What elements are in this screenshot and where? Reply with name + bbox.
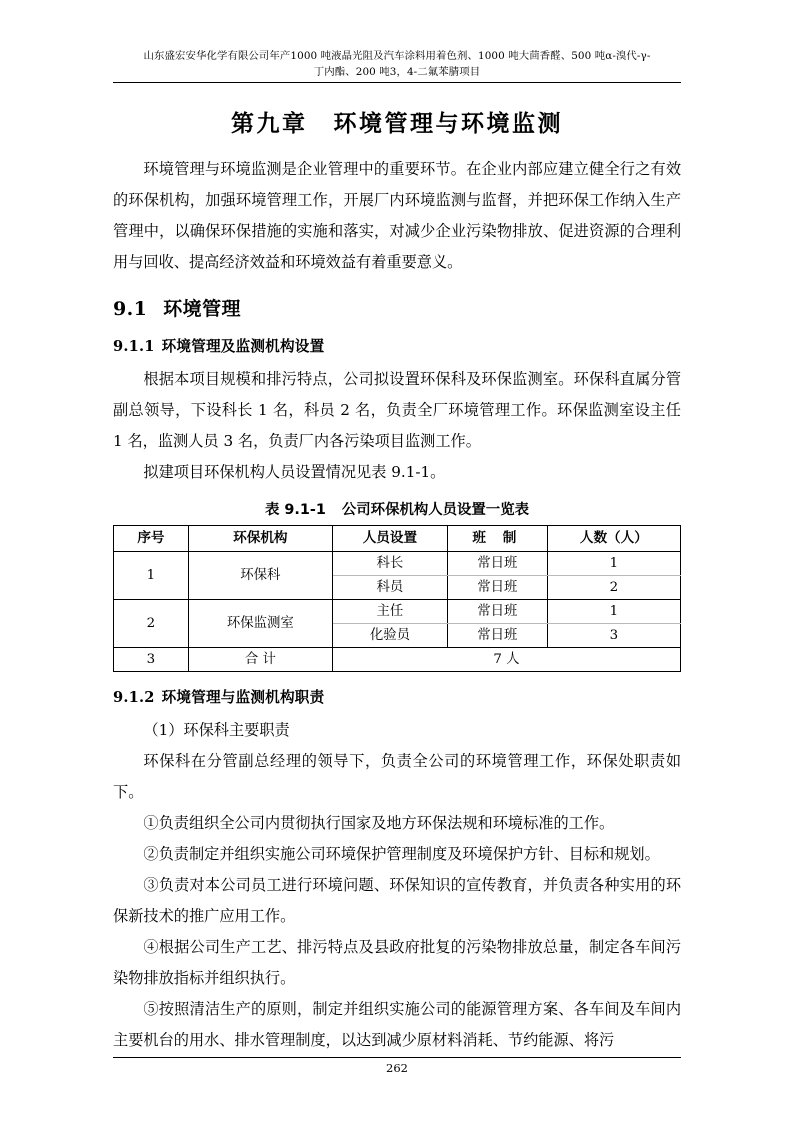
table-col-header-shift: 班 制 <box>447 526 547 552</box>
cell-count: 1 <box>547 552 680 576</box>
cell-staff: 科长 <box>332 552 447 576</box>
table-caption-title: 公司环保机构人员设置一览表 <box>341 502 529 519</box>
table-col-header-org: 环保机构 <box>188 526 332 552</box>
cell-org: 环保科 <box>188 552 332 600</box>
running-header-line-2: 丁内酯、200 吨3，4-二氟苯腈项目 <box>313 66 481 79</box>
running-header-line-1: 山东盛宏安华化学有限公司年产1000 吨液晶光阻及汽车涂料用着色剂、1000 吨大茴香醛、500 吨α-溴代-γ- <box>143 50 651 62</box>
header-divider <box>113 82 681 83</box>
duty-item-5: ⑤按照清洁生产的原则，制定并组织实施公司的能源管理方案、各车间及车间内主要机台的用水、排水管理制度，以达到减少原材料消耗、节约能源、将污 <box>113 1000 681 1050</box>
page-number: 262 <box>386 1061 408 1075</box>
cell-count: 1 <box>547 600 680 624</box>
cell-total-label: 合 计 <box>188 648 332 672</box>
table-total-row <box>114 648 681 672</box>
env-org-staffing-table <box>113 525 681 672</box>
section-number-9-1: 9.1 <box>113 298 148 321</box>
cell-no: 1 <box>114 552 189 600</box>
cell-total-value: 7 人 <box>332 648 680 672</box>
section-number-9-1-2: 9.1.2 <box>113 689 155 707</box>
section-title-9-1-2: 环境管理与监测机构职责 <box>161 689 325 707</box>
item-intro-1: 环保科在分管副总经理的领导下，负责全公司的环境管理工作，环保处职责如下。 <box>113 752 681 802</box>
table-row <box>114 600 681 624</box>
intro-paragraph: 环境管理与环境监测是企业管理中的重要环节。在企业内部应建立健全行之有效的环保机构，加强环境管理工作，开展厂内环境监测与监督，并把环保工作纳入生产管理中，以确保环保措施的实施和落实，对减少企业污染物排放、促进资源的合理利用与回收、提高经济效益和环境效益有着重要意义。 <box>113 160 681 272</box>
page-content <box>113 48 681 1056</box>
cell-org: 环保监测室 <box>188 600 332 648</box>
page-footer <box>113 1057 681 1075</box>
footer-divider <box>113 1057 681 1058</box>
section-heading-9-1 <box>113 294 681 321</box>
table-col-header-no: 序号 <box>114 526 189 552</box>
table-caption <box>113 498 681 519</box>
section-heading-9-1-1 <box>113 335 681 356</box>
paragraph-911-2: 拟建项目环保机构人员设置情况见表 9.1-1。 <box>143 463 446 482</box>
cell-count: 3 <box>547 624 680 648</box>
chapter-title-text: 环境管理与环境监测 <box>333 110 563 138</box>
cell-no: 2 <box>114 600 189 648</box>
cell-shift: 常日班 <box>447 624 547 648</box>
table-col-header-count: 人数（人） <box>547 526 680 552</box>
cell-staff: 主任 <box>332 600 447 624</box>
cell-shift: 常日班 <box>447 576 547 600</box>
cell-staff: 化验员 <box>332 624 447 648</box>
cell-staff: 科员 <box>332 576 447 600</box>
table-header-row <box>114 526 681 552</box>
table-row <box>114 552 681 576</box>
section-heading-9-1-2 <box>113 686 681 707</box>
section-title-9-1: 环境管理 <box>163 298 241 321</box>
duty-item-3: ③负责对本公司员工进行环境问题、环保知识的宣传教育，并负责各种实用的环保新技术的推广应用工作。 <box>113 876 681 926</box>
running-header <box>113 48 681 80</box>
cell-shift: 常日班 <box>447 600 547 624</box>
chapter-title <box>113 105 681 138</box>
chapter-number: 第九章 <box>231 110 308 138</box>
duty-item-4: ④根据公司生产工艺、排污特点及县政府批复的污染物排放总量，制定各车间污染物排放指标并组织执行。 <box>113 938 681 988</box>
cell-count: 2 <box>547 576 680 600</box>
duty-item-1: ①负责组织全公司内贯彻执行国家及地方环保法规和环境标准的工作。 <box>143 814 615 833</box>
cell-shift: 常日班 <box>447 552 547 576</box>
section-number-9-1-1: 9.1.1 <box>113 338 155 356</box>
paragraph-911-1: 根据本项目规模和排污特点，公司拟设置环保科及环保监测室。环保科直属分管副总领导，下设科长 1 名，科员 2 名，负责全厂环境管理工作。环保监测室设主任 1 名，监测人员 3 名，负责厂内各污染项目监测工作。 <box>113 370 681 451</box>
item-label-1: （1）环保科主要职责 <box>143 721 290 740</box>
duty-item-2: ②负责制定并组织实施公司环境保护管理制度及环境保护方针、目标和规划。 <box>143 845 660 864</box>
cell-total-no: 3 <box>114 648 189 672</box>
section-title-9-1-1: 环境管理及监测机构设置 <box>161 338 325 356</box>
table-caption-number: 表 9.1-1 <box>265 502 326 519</box>
table-col-header-staff: 人员设置 <box>332 526 447 552</box>
